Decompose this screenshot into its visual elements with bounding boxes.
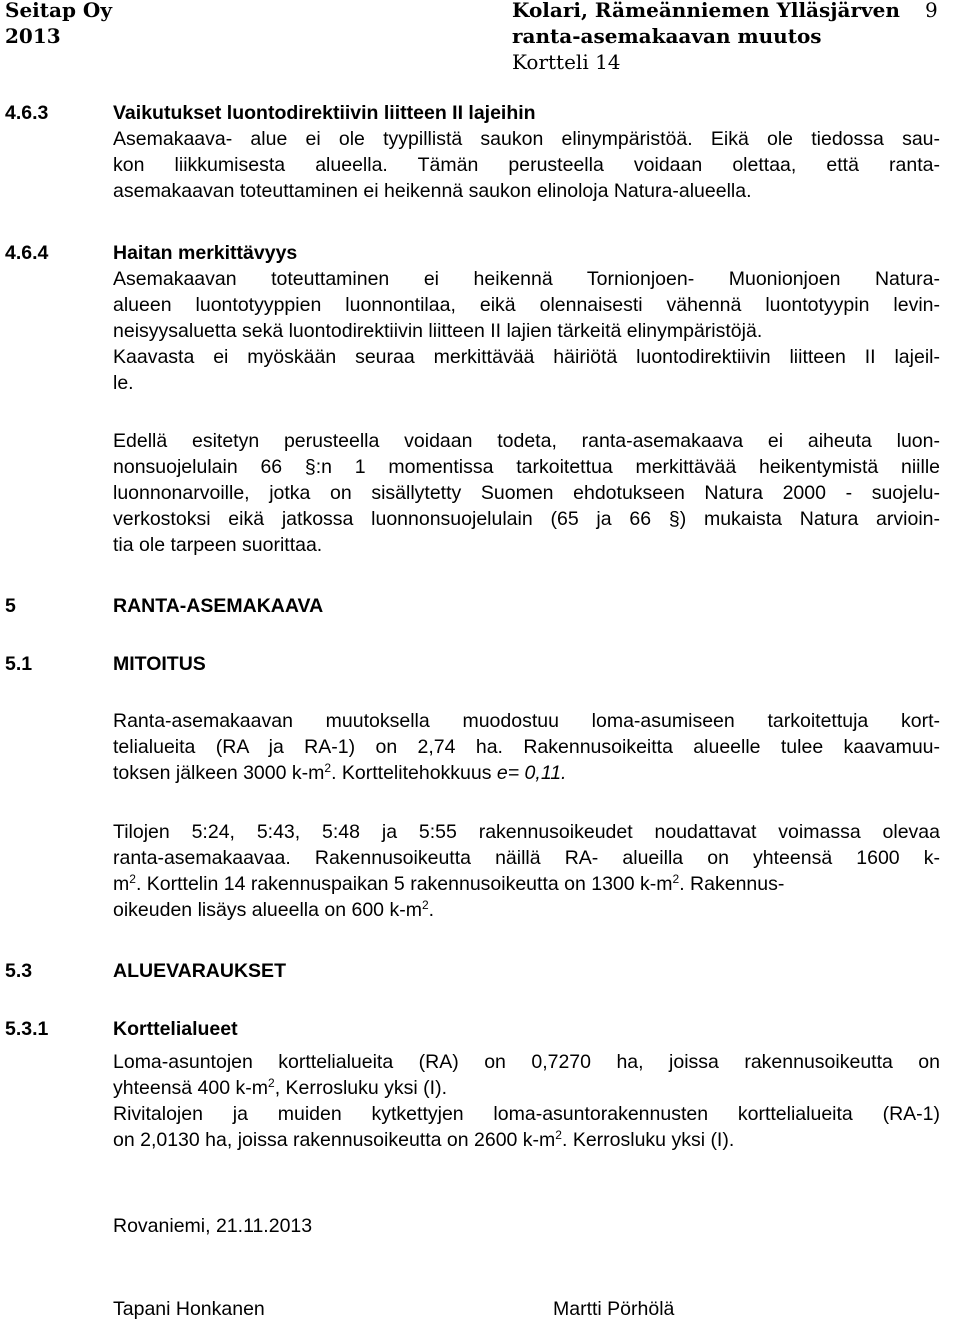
text-line: alueen luontotyyppien luonnontilaa, eikä olennaisesti vähennä luontotyypin levin-: [113, 294, 940, 316]
section-title-4-6-3: Vaikutukset luontodirektiivin liitteen II lajeihin: [113, 102, 536, 124]
superscript: 2: [268, 1076, 275, 1090]
section-number-5-3-1: 5.3.1: [5, 1018, 49, 1040]
paragraph-4-6-4-a: [113, 266, 940, 396]
text-line: neisyysaluetta sekä luontodirektiivin liitteen II lajien tärkeitä elinympäristöjä.: [113, 320, 763, 342]
text-line: Rivitalojen ja muiden kytkettyjen loma-asuntorakennusten korttelialueita (RA-1): [113, 1103, 940, 1125]
superscript: 2: [421, 898, 429, 912]
text-line: Loma-asuntojen korttelialueita (RA) on 0,7270 ha, joissa rakennusoikeutta on: [113, 1051, 940, 1073]
text-line: kon liikkumisesta alueella. Tämän perusteella voidaan olettaa, että ranta-: [113, 154, 940, 176]
text-run: . Korttelitehokkuus: [331, 762, 497, 784]
block-label: Kortteli 14: [512, 50, 621, 74]
paragraph-5-3-1: [113, 1049, 940, 1153]
text-run: . Kerrosluku yksi (I).: [561, 1129, 735, 1151]
text-line: [113, 897, 940, 923]
superscript: 2: [129, 872, 136, 886]
text-line: [113, 760, 940, 786]
text-line: tia ole tarpeen suorittaa.: [113, 534, 323, 556]
text-line: verkostoksi eikä jatkossa luonnonsuojelulain (65 ja 66 §) mukaista Natura arvioin-: [113, 508, 940, 530]
text-run: yhteensä 400 k-m: [113, 1077, 269, 1099]
superscript: 2: [672, 872, 680, 886]
text-line: Tilojen 5:24, 5:43, 5:48 ja 5:55 rakennusoikeudet noudattavat voimassa olevaa: [113, 821, 940, 843]
text-line: ranta-asemakaavaa. Rakennusoikeutta näillä RA- alueilla on yhteensä 1600 k-: [113, 847, 940, 869]
text-line: Kaavasta ei myöskään seuraa merkittävää häiriötä luontodirektiivin liitteen II lajeil-: [113, 346, 940, 368]
text-line: [113, 871, 940, 897]
company-name: Seitap Oy: [5, 0, 112, 22]
text-line: Asemakaavan toteuttaminen ei heikennä Tornionjoen- Muonionjoen Natura-: [113, 268, 940, 290]
section-title-5: RANTA-ASEMAKAAVA: [113, 595, 324, 617]
section-number-5-3: 5.3: [5, 960, 33, 982]
text-line: [113, 1075, 940, 1101]
text-run: , Kerrosluku yksi (I).: [274, 1077, 447, 1099]
text-line: Ranta-asemakaavan muutoksella muodostuu loma-asumiseen tarkoitettuja kort-: [113, 710, 940, 732]
section-number-4-6-4: 4.6.4: [5, 242, 49, 264]
text-line: asemakaavan toteuttaminen ei heikennä saukon elinoloja Natura-alueella.: [113, 180, 752, 202]
paragraph-5-1-b: [113, 819, 940, 923]
text-line: luonnonarvoille, jotka on sisällytetty Suomen ehdotukseen Natura 2000 - suojelu-: [113, 482, 940, 504]
paragraph-4-6-3: [113, 126, 940, 204]
signature-name-2: Martti Pörhölä: [553, 1298, 675, 1320]
document-year: 2013: [5, 24, 61, 48]
project-title: Kolari, Rämeänniemen Ylläsjärven: [512, 0, 900, 22]
efficiency-value: e= 0,11.: [496, 762, 567, 784]
section-number-5-1: 5.1: [5, 653, 33, 675]
text-run: toksen jälkeen 3000 k-m: [113, 762, 325, 784]
section-title-5-3-1: Korttelialueet: [113, 1018, 238, 1040]
text-line: telialueita (RA ja RA-1) on 2,74 ha. Rakennusoikeitta alueelle tulee kaavamuu-: [113, 736, 940, 758]
place-date: Rovaniemi, 21.11.2013: [113, 1215, 313, 1237]
section-title-4-6-4: Haitan merkittävyys: [113, 242, 298, 264]
text-line: nonsuojelulain 66 §:n 1 momentissa tarkoitettua merkittävää heikentymistä niille: [113, 456, 940, 478]
text-run: . Korttelin 14 rakennuspaikan 5 rakennusoikeutta on 1300 k-m: [135, 873, 673, 895]
text-line: le.: [113, 372, 134, 394]
project-subtitle: ranta-asemakaavan muutos: [512, 24, 822, 48]
text-run: . Rakennus-: [679, 873, 785, 895]
text-line: Edellä esitetyn perusteella voidaan todeta, ranta-asemakaava ei aiheuta luon-: [113, 430, 940, 452]
text-run: .: [428, 899, 435, 921]
text-run: m: [113, 873, 130, 895]
paragraph-5-1-a: [113, 708, 940, 786]
text-run: on 2,0130 ha, joissa rakennusoikeutta on 2600 k-m: [113, 1129, 556, 1151]
section-number-4-6-3: 4.6.3: [5, 102, 49, 124]
paragraph-4-6-4-b: [113, 428, 940, 558]
superscript: 2: [324, 761, 332, 775]
text-run: oikeuden lisäys alueella on 600 k-m: [113, 899, 422, 921]
text-line: Asemakaava- alue ei ole tyypillistä saukon elinympäristöä. Eikä ole tiedossa sau-: [113, 128, 940, 150]
section-title-5-3: ALUEVARAUKSET: [113, 960, 286, 982]
text-line: [113, 1127, 940, 1153]
signature-name-1: Tapani Honkanen: [113, 1298, 265, 1320]
section-number-5: 5: [5, 595, 16, 617]
superscript: 2: [555, 1128, 562, 1142]
section-title-5-1: MITOITUS: [113, 653, 206, 675]
page-number: 9: [925, 0, 938, 22]
